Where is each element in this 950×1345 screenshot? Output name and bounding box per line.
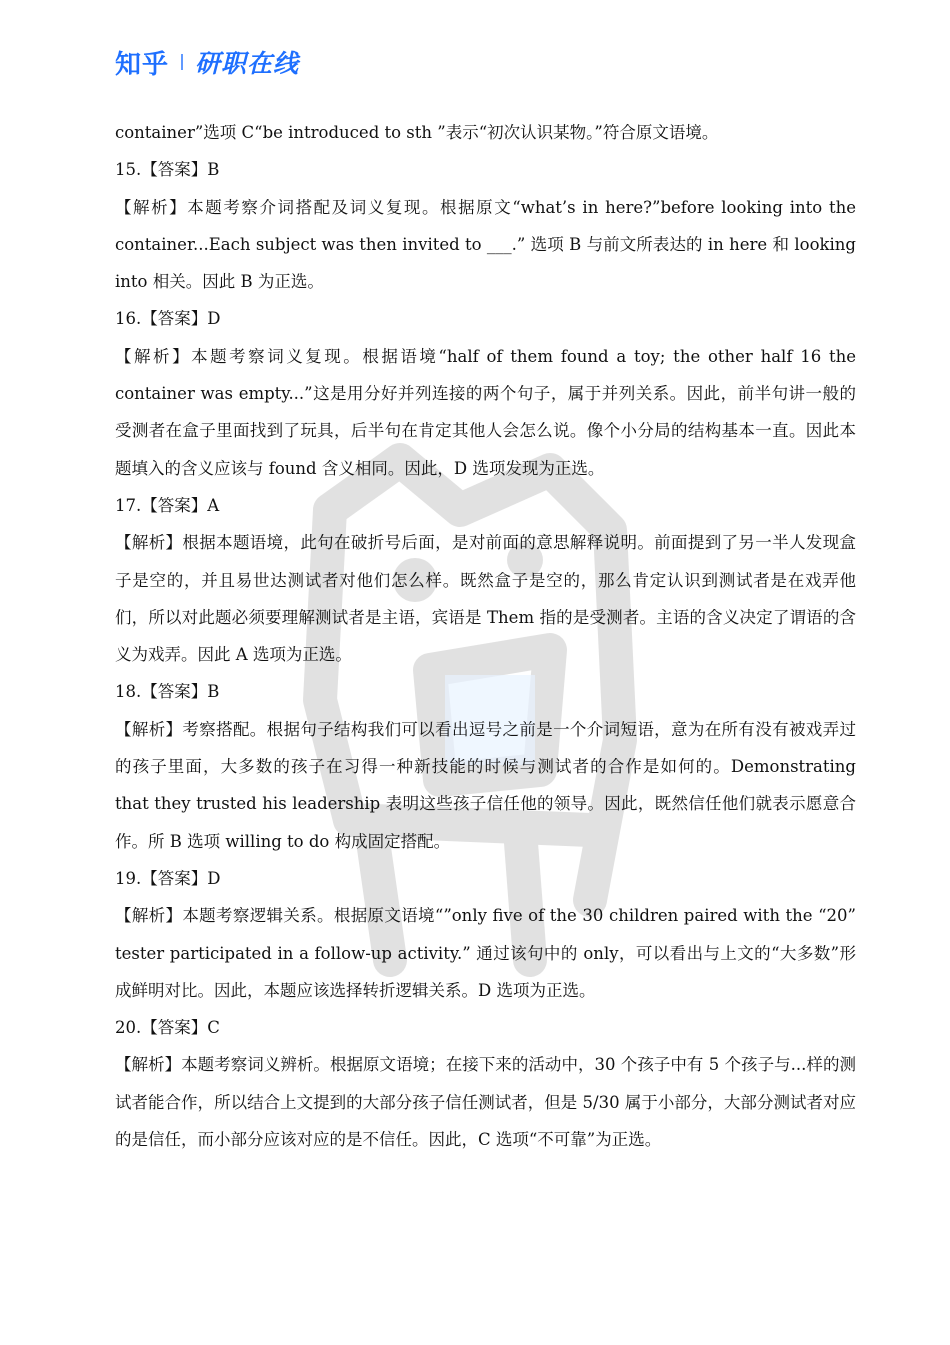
explanation-paragraph: 【解析】考察搭配。根据句子结构我们可以看出逗号之前是一个介词短语，意为在所有没有被戏弄过的孩子里面，大多数的孩子在习得一种新技能的时候与测试者的合作是如何的。Demonstrating that they trusted his leadership 表明这些孩子信任他的领导。因此，既然信任他们就表示愿意合作。所 B 选项 willing to do 构成固定搭配。 (115, 719, 856, 851)
text-line: container”选项 C“be introduced to sth ”表示“初次认识某物。”符合原文语境。 (115, 123, 719, 142)
answer-line: 20.【答案】C (115, 1018, 220, 1038)
answer-line: 18.【答案】B (115, 682, 220, 702)
explanation-paragraph: 【解析】本题考察词义复现。根据语境“half of them found a toy; the other half 16 the container was empty...”这是用分好并列连接的两个句子，属于并列关系。因此，前半句讲一般的受测者在盒子里面找到了玩具，后半句在肯定其他人会怎么说。像个小分局的结构基本一直。因此本题填入的含义应该与 found 含义相同。因此，D 选项发现为正选。 (115, 346, 856, 478)
subbrand-logo: 研职在线 (195, 49, 300, 78)
explanation-paragraph: 【解析】根据本题语境，此句在破折号后面，是对前面的意思解释说明。前面提到了另一半人发现盒子是空的，并且易世达测试者对他们怎么样。既然盒子是空的，那么肯定认识到测试者是在戏弄他们，所以对此题必须要理解测试者是主语，宾语是 Them 指的是受测者。主语的含义决定了谓语的含义为戏弄。因此 A 选项为正选。 (115, 533, 856, 665)
answer-line: 17.【答案】A (115, 495, 220, 515)
answer-line: 19.【答案】D (115, 868, 221, 888)
explanation-paragraph: 【解析】本题考察介词搭配及词义复现。根据原文“what’s in here?”before looking into the container...Each subject was then invited to ___.” 选项 B 与前文所表达的 in here 和 looking into 相关。因此 B 为正选。 (115, 197, 856, 292)
answer-line: 16.【答案】D (115, 309, 221, 329)
explanation-paragraph: 【解析】本题考察词义辨析。根据原文语境；在接下来的活动中，30 个孩子中有 5 个孩子与...样的测试者能合作，所以结合上文提到的大部分孩子信任测试者，但是 5/30 属于小部分，大部分测试者对应的是信任，而小部分应该对应的是不信任。因此，C 选项“不可靠”为正选。 (115, 1055, 856, 1150)
answer-line: 15.【答案】B (115, 160, 220, 180)
logo-divider (181, 54, 183, 70)
brand-logo: 知乎 (115, 49, 170, 80)
explanation-paragraph: 【解析】本题考察逻辑关系。根据原文语境“”only five of the 30 children paired with the “20” tester participated in a follow-up activity.” 通过该句中的 only，可以看出与上文的“大多数”形成鲜明对比。因此，本题应该选择转折逻辑关系。D 选项为正选。 (115, 906, 856, 1000)
header (115, 46, 299, 78)
answer-explanations (115, 114, 856, 1158)
